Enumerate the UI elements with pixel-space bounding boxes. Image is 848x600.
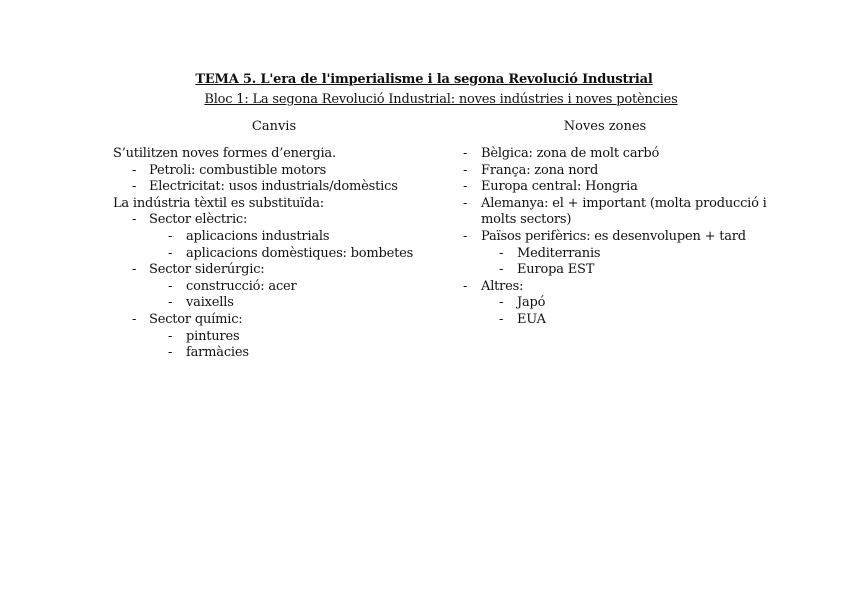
bullet-dash: - [168,328,173,344]
list-item-text: construcció: acer [186,278,297,294]
right-column-list [463,146,783,329]
list-item-text: Bèlgica: zona de molt carbó [481,146,660,161]
list-item-text: Sector siderúrgic: [149,262,265,278]
list-item [113,279,443,296]
bullet-dash: - [463,228,468,244]
list-item-text: farmàcies [186,345,249,361]
bullet-dash: - [132,262,137,278]
bullet-dash: - [168,278,173,294]
list-item-text: S’utilitzen noves formes d’energia. [113,146,336,161]
list-item-text: Països perifèrics: es desenvolupen + tard [481,228,746,244]
list-item [463,179,783,196]
list-item-text: Sector elèctric: [149,212,248,228]
bullet-dash: - [132,162,137,178]
list-item [113,262,443,279]
bullet-dash: - [132,179,137,195]
bullet-dash: - [499,295,504,311]
list-item-text: Mediterranis [517,245,601,261]
list-item [463,262,783,279]
list-item [113,229,443,246]
list-item-text: La indústria tèxtil es substituïda: [113,195,324,211]
bullet-dash: - [463,179,468,195]
list-item [113,179,443,196]
bullet-dash: - [463,278,468,294]
list-item [113,196,443,213]
list-item-text: aplicacions industrials [186,228,330,244]
bullet-dash: - [132,311,137,327]
bullet-dash: - [499,262,504,278]
bullet-dash: - [463,162,468,178]
list-item [463,246,783,263]
list-item-text: pintures [186,328,240,344]
list-item-text: Sector químic: [149,311,243,327]
bullet-dash: - [168,345,173,361]
right-column-heading: Noves zones [563,119,647,134]
list-item [463,196,783,229]
list-item [113,146,443,163]
list-item-text: Alemanya: el + important (molta producció i molts sectors) [481,195,767,228]
bullet-dash: - [499,245,504,261]
list-item [113,295,443,312]
list-item [113,212,443,229]
bullet-dash: - [463,146,468,161]
list-item-text: França: zona nord [481,162,599,178]
left-column-heading: Canvis [251,119,297,134]
document-title: TEMA 5. L'era de l'imperialisme i la segona Revolució Industrial [195,72,653,87]
list-item [113,345,443,362]
list-item [463,163,783,180]
list-item-text: aplicacions domèstiques: bombetes [186,245,414,261]
document-subtitle: Bloc 1: La segona Revolució Industrial: noves indústries i noves potències [204,92,678,107]
list-item-text: Europa central: Hongria [481,179,638,195]
list-item-text: EUA [517,311,546,327]
bullet-dash: - [132,212,137,228]
bullet-dash: - [168,245,173,261]
list-item [463,312,783,329]
list-item [463,279,783,296]
list-item-text: Petroli: combustible motors [149,162,327,178]
list-item [113,246,443,263]
list-item-text: Electricitat: usos industrials/domèstics [149,179,398,195]
list-item [113,312,443,329]
list-item [113,329,443,346]
list-item-text: Europa EST [517,262,595,278]
list-item-text: Altres: [481,278,524,294]
list-item [113,163,443,180]
bullet-dash: - [463,195,468,211]
bullet-dash: - [499,311,504,327]
list-item-text: vaixells [186,295,234,311]
bullet-dash: - [168,228,173,244]
left-column-list [113,146,443,362]
list-item-text: Japó [517,295,546,311]
bullet-dash: - [168,295,173,311]
list-item [463,229,783,246]
list-item [463,146,783,163]
list-item [463,295,783,312]
